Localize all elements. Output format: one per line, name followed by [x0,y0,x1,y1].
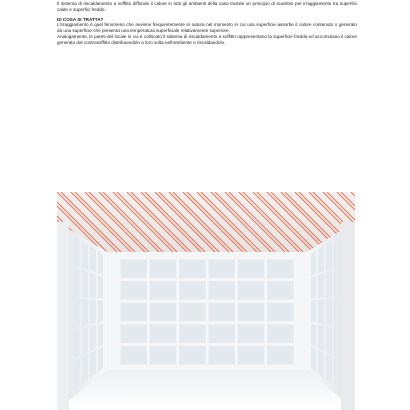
window-pane [150,346,176,365]
window-pane [318,272,324,298]
window-pane [326,269,332,297]
window-pane [121,324,147,343]
window-pane [209,324,235,343]
window-pane [90,272,96,298]
window-pane [150,303,176,322]
window-pane [90,325,96,352]
floor [57,370,355,410]
window-pane [82,269,88,297]
window-pane [267,281,293,300]
room-render [57,192,355,410]
intro-paragraph: Il sistema di riscaldamento a soffitto diffonde il calore in tutti gli ambienti della casa tramite un principio di scambio per irraggiamento tra superfici calde e superfici fredde. [57,1,357,12]
window-pane [121,281,147,300]
window-pane [179,346,205,365]
left-pillar [57,222,69,410]
window-pane [311,323,316,348]
body-paragraph-2: Analogamente, le pareti del locale in cui è collocato il sistema di riscaldamento a soffitto rappresentano la superficie fredda ed accumulano il calore generato dal controsoffitto distribuendolo a loro volta nell'ambiente e riscaldandolo. [57,33,357,45]
window-pane [334,328,338,359]
window-pane [238,346,264,365]
window-pane [179,281,205,300]
window-pane [334,235,338,267]
window-pane [82,299,88,326]
window-pane [267,303,293,322]
window-pane [179,324,205,343]
window-pane [179,260,205,279]
window-pane [121,346,147,365]
window-pane [209,260,235,279]
body-paragraph-1: L'irraggiamento è quel fenomeno che avviene frequentemente in natura nel momento in cui una superficie assorbe il calore contenuto o generato da una superficie che presenta una temperatura superficiale relativamente superiore. [57,22,357,34]
window-pane [238,281,264,300]
window-pane [98,300,103,323]
window-pane [82,327,88,356]
window-pane [311,275,316,299]
window-pane [238,303,264,322]
window-pane [150,324,176,343]
window-pane [98,323,103,348]
window-pane [74,267,80,297]
window-pane [209,346,235,365]
window-pane [74,235,80,267]
section-heading: DI COSA SI TRATTA? [57,16,104,22]
window-pane [82,240,88,270]
window-pane [318,325,324,352]
window-pane [238,260,264,279]
window-pane [209,281,235,300]
right-pillar [341,222,355,410]
window-pane [267,260,293,279]
window-pane [74,328,80,359]
window-pane [179,303,205,322]
window-pane [334,298,338,328]
window-pane [121,303,147,322]
window-pane [150,260,176,279]
window-pane [209,303,235,322]
window-pane [326,299,332,326]
window-pane [318,299,324,324]
window-pane [267,324,293,343]
window-pane [238,324,264,343]
window-pane [90,299,96,324]
window-pane [74,298,80,328]
window-pane [150,281,176,300]
document-text [57,1,357,46]
window-pane [121,260,147,279]
window-pane [334,267,338,297]
window-pane [311,300,316,323]
window-pane [267,346,293,365]
window-pane [326,327,332,356]
ceiling-heating-illustration [57,192,355,410]
window-pane [98,275,103,299]
window-pane [326,240,332,270]
